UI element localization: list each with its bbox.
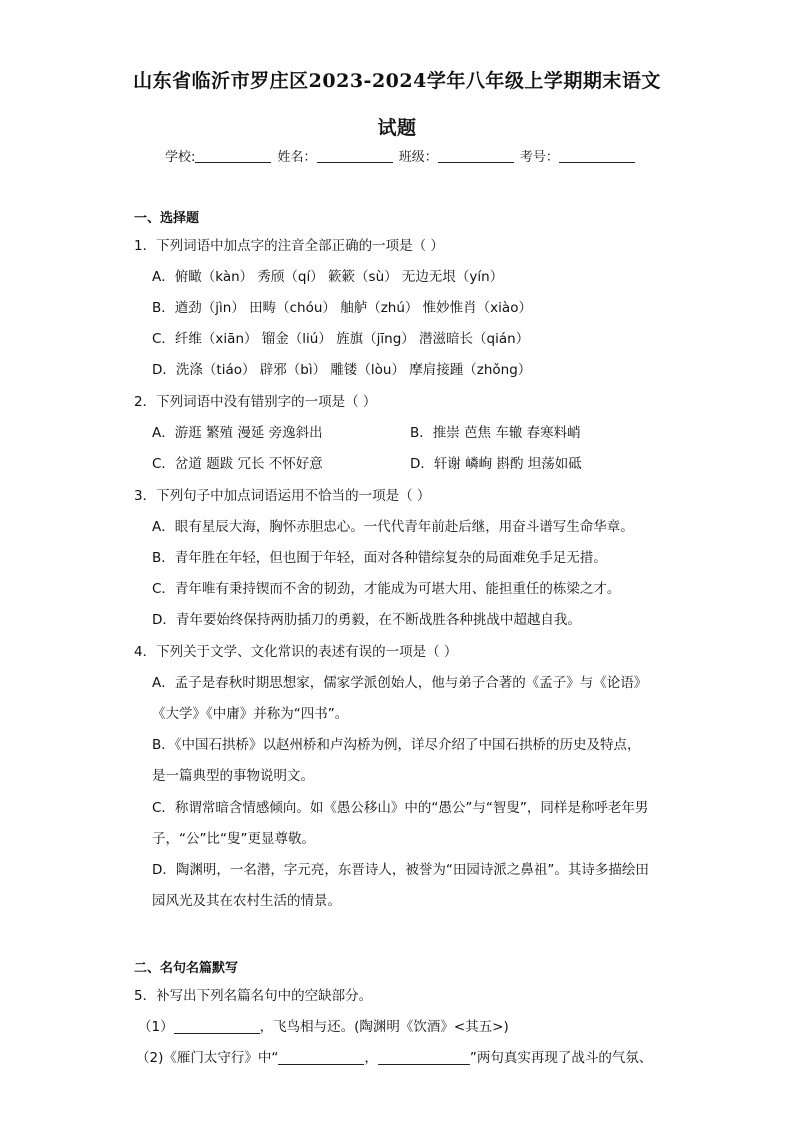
name-label: 姓名：	[277, 150, 317, 165]
item-2-suffix: ”两句真实再现了战斗的气氛、	[469, 1050, 653, 1066]
student-info-row	[165, 146, 637, 165]
exam-title-line1: 山东省临沂市罗庄区2023-2024学年八年级上学期期末语文	[133, 70, 661, 92]
question-3-option-a: A．眼有星辰大海，胸怀赤胆忠心。一代代青年前赴后继，用奋斗谱写生命华章。	[152, 519, 634, 535]
item-2-blank-2[interactable]	[378, 1049, 470, 1065]
exam-number-blank	[559, 148, 635, 163]
question-4-option-d-line2: 园风光及其在农村生活的情景。	[152, 893, 341, 909]
section-heading-choice: 一、选择题	[134, 211, 200, 226]
question-4-option-a-line2: 《大学》《中庸》并称为“四书”。	[152, 706, 349, 722]
item-2-prefix: （2)《雁门太守行》中“	[136, 1050, 279, 1066]
question-2-option-d: D．轩谢 嶙峋 斟酌 坦荡如砥	[410, 456, 582, 472]
question-3-option-c: C．青年唯有秉持锲而不舍的韧劲，才能成为可堪大用、能担重任的栋梁之才。	[152, 581, 621, 597]
question-4-option-b-line2: 是一篇典型的事物说明文。	[152, 768, 314, 784]
question-4-option-c-line1: C．称谓常暗含情感倾向。如《愚公移山》中的“愚公”与“智叟”，同样是称呼老年男	[152, 800, 649, 816]
section-heading-recitation: 二、名句名篇默写	[134, 961, 239, 976]
name-blank	[317, 148, 393, 163]
question-2-stem: 2．下列词语中没有错别字的一项是（ ）	[134, 394, 377, 410]
item-1-blank[interactable]	[174, 1018, 260, 1034]
question-3-stem: 3．下列句子中加点词语运用不恰当的一项是（ ）	[134, 488, 431, 504]
exam-number-label: 考号：	[519, 150, 559, 165]
question-1-option-a: A．俯瞰（kàn） 秀颀（qí） 簌簌（sù） 无边无垠（yín）	[152, 269, 504, 285]
question-1-stem: 1．下列词语中加点字的注音全部正确的一项是（ ）	[134, 238, 444, 254]
question-5-item-1	[138, 1015, 509, 1035]
question-4-stem: 4．下列关于文学、文化常识的表述有误的一项是（ ）	[134, 644, 458, 660]
question-4-option-d-line1: D．陶渊明，一名潜，字元亮，东晋诗人，被誉为“田园诗派之鼻祖”。其诗多描绘田	[152, 862, 649, 878]
question-1-option-c: C．纤维（xiān） 镏金（liú） 旌旗（jīng） 潜滋暗长（qián）	[152, 331, 530, 347]
question-5-stem: 5．补写出下列名篇名句中的空缺部分。	[134, 988, 373, 1004]
class-label: 班级：	[398, 150, 438, 165]
question-3-option-b: B．青年胜在年轻，但也囿于年轻，面对各种错综复杂的局面难免手足无措。	[152, 550, 607, 566]
question-2-option-a: A．游逛 繁殖 漫延 旁逸斜出	[152, 425, 323, 441]
question-5-item-2	[136, 1046, 652, 1066]
question-2-option-c: C．岔道 题跋 冗长 不怀好意	[152, 456, 323, 472]
school-blank	[195, 148, 271, 163]
question-4-option-b-line1: B．《中国石拱桥》以赵州桥和卢沟桥为例，详尽介绍了中国石拱桥的历史及特点，	[152, 737, 641, 753]
item-1-number: （1）	[138, 1019, 174, 1035]
exam-title-line2: 试题	[377, 117, 417, 139]
question-4-option-a-line1: A．孟子是春秋时期思想家，儒家学派创始人，他与弟子合著的《孟子》与《论语》	[152, 675, 648, 691]
question-3-option-d: D．青年要始终保持两肋插刀的勇毅，在不断战胜各种挑战中超越自我。	[152, 612, 581, 628]
item-2-comma: ，	[364, 1050, 378, 1066]
question-1-option-b: B．遒劲（jìn） 田畴（chóu） 舳舻（zhú） 惟妙惟肖（xiào）	[152, 300, 532, 316]
question-1-option-d: D．洗涤（tiáo） 辟邪（bì） 雕镂（lòu） 摩肩接踵（zhǒng）	[152, 362, 532, 378]
class-blank	[438, 148, 514, 163]
item-1-text: ，飞鸟相与还。(陶渊明《饮酒》<其五>)	[259, 1019, 509, 1035]
school-label: 学校:	[165, 150, 196, 165]
question-2-option-b: B．推崇 芭焦 车辙 春寒料峭	[410, 425, 581, 441]
item-2-blank-1[interactable]	[278, 1049, 364, 1065]
question-4-option-c-line2: 子，“公”比“叟”更显尊敬。	[152, 831, 315, 847]
